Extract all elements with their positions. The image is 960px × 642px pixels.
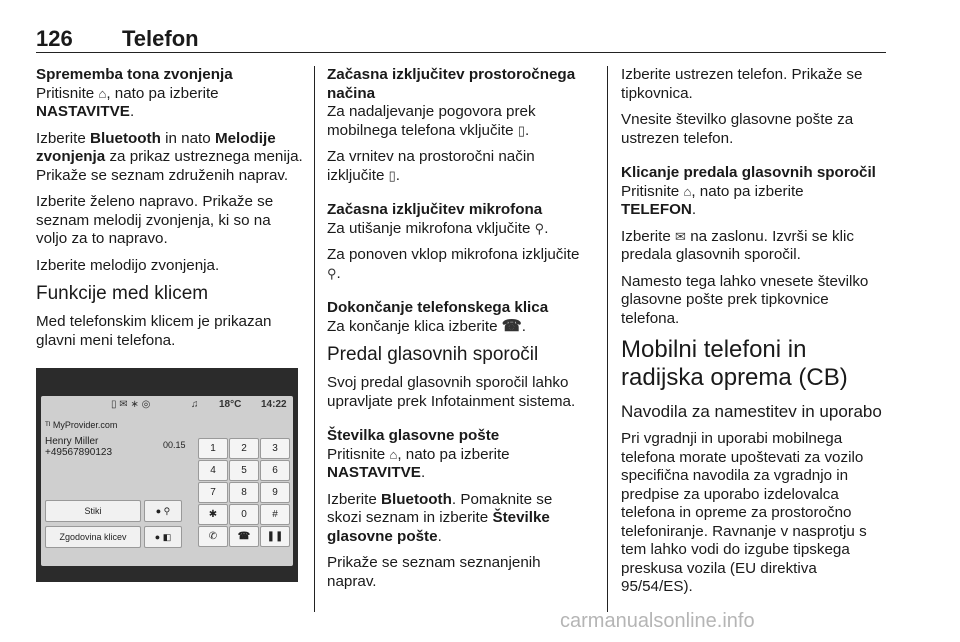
page-header [36, 26, 886, 53]
watermark: carmanualsonline.info [560, 610, 755, 632]
hangup-icon: ☎ [501, 317, 522, 335]
home-icon: ⌂ [683, 183, 692, 199]
status-icons: ▯ ✉ ∗ ◎ [111, 399, 151, 410]
hangup-key[interactable]: ☎ [229, 526, 259, 547]
key[interactable]: 6 [260, 460, 290, 481]
call-key[interactable]: ✆ [198, 526, 228, 547]
paragraph: Pri vgradnji in uporabi mobilnega telefona morate upoštevati za vozilo specifična navodila za vgradnjo in predpise za uporabo izdelovalca telefona in opreme za prostoročno telefoniranje. Ravnanje v nasprotju s tem lahko vodi do izgube tipskega preskusa vozila (EU direktiva 95/54/ES). [621, 430, 867, 595]
signal-icon: ᵀᴵ [45, 420, 53, 430]
phone-screen-figure [36, 368, 298, 582]
call-history-button[interactable]: Zgodovina klicev [45, 526, 141, 548]
text: , nato pa izberite [106, 84, 219, 102]
menu-term: TELEFON [621, 201, 692, 218]
mute-mic-button[interactable]: ● ⚲ [144, 500, 182, 522]
provider: MyProvider.com [52, 420, 118, 430]
call-duration: 00.15 [163, 440, 186, 450]
text: Pritisnite [327, 445, 386, 463]
caller-number: +49567890123 [45, 447, 113, 458]
page-number: 126 [36, 26, 73, 51]
voicemail-icon: ✉ [675, 228, 686, 244]
display [41, 396, 293, 566]
section-heading: Mobilni telefoni in radijska oprema (CB) [621, 336, 848, 391]
text: Za ponoven vklop mikrofona izključite [327, 246, 580, 263]
microphone-icon: ⚲ [327, 265, 337, 281]
key[interactable]: 0 [229, 504, 259, 525]
microphone-icon: ⚲ [534, 220, 545, 236]
paragraph: Svoj predal glasovnih sporočil lahko upravljate prek Infotainment sistema. [327, 374, 576, 410]
menu-term: NASTAVITVE [327, 464, 421, 481]
paragraph: Izberite melodijo zvonjenja. [36, 256, 220, 274]
menu-term: Melodije zvonjenja [36, 129, 276, 165]
key[interactable]: 8 [229, 482, 259, 503]
text: Za vrnitev na prostoročni način izključite [327, 148, 535, 184]
status-bar [41, 396, 293, 414]
text: Za utišanje mikrofona vključite [327, 219, 531, 237]
heading: Številka glasovne pošte [327, 427, 500, 444]
key[interactable]: 4 [198, 460, 228, 481]
column-divider [314, 66, 315, 612]
key[interactable]: 1 [198, 438, 228, 459]
menu-term: NASTAVITVE [36, 103, 130, 120]
paragraph: Med telefonskim klicem je prikazan glavni meni telefona. [36, 313, 272, 349]
text: Za nadaljevanje pogovora prek mobilnega telefona vključite [327, 103, 536, 139]
handset-icon: ▯ [388, 167, 396, 183]
key[interactable]: 3 [260, 438, 290, 459]
column-2: Začasna izključitev prostoročnega načina Za nadaljevanje pogovora prek mobilnega telefona vključite ▯. Za vrnitev na prostoročni način izključite ▯. Začasna izključitev mikrofona Za utišanje mikrofona vključite ⚲. Za ponoven vklop mikrofona izključite ⚲. Dokončanje telefonskega klica Za končanje klica izberite ☎. Predal glasovnih sporočil Svoj predal glasovnih sporočil lahko upravljate prek Infotainment sistema. Številka glasovne pošte Pritisnite ⌂, nato pa izberite NASTAVITVE. Izberite Bluetooth. Pomaknite se skozi seznam in izberite Številke glasovne pošte. Prikaže se seznam seznanjenih naprav. [327, 66, 589, 599]
text: na zaslonu. Izvrši se klic predala glasovnih sporočil. [621, 227, 854, 263]
paragraph: Namesto tega lahko vnesete številko glasovne pošte prek tipkovnice telefona. [621, 272, 869, 327]
text: , nato pa izberite [691, 182, 804, 200]
call-info [45, 416, 195, 458]
text: , nato pa izberite [397, 445, 510, 463]
paragraph: Izberite želeno napravo. Prikaže se seznam melodij zvonjenja, ki so na voljo za to napravo. [36, 193, 274, 247]
heading: Začasna izključitev mikrofona [327, 201, 543, 218]
handset-icon: ▯ [517, 122, 525, 138]
paragraph: Izberite ustrezen telefon. Prikaže se tipkovnica. [621, 66, 863, 102]
section-title: Telefon [122, 26, 199, 51]
caller-name: Henry Miller [45, 436, 99, 447]
key[interactable]: ✱ [198, 504, 228, 525]
column-3: Izberite ustrezen telefon. Prikaže se tipkovnica. Vnesite številko glasovne pošte za ustrezen telefon. Klicanje predala glasovnih sporočil Pritisnite ⌂, nato pa izberite TELEFON. Izberite ✉ na zaslonu. Izvrši se klic predala glasovnih sporočil. Namesto tega lahko vnesete številko glasovne pošte prek tipkovnice telefona. Mobilni telefoni in radijska oprema (CB) Navodila za namestitev in uporabo Pri vgradnji in uporabi mobilnega telefona morate upoštevati za vozilo specifična navodila za vgradnjo in predpise za uporabo izdelovalca telefona in opreme za prostoročno telefoniranje. Ravnanje v nasprotju s tem lahko vodi do izgube tipskega preskusa vozila (EU direktiva 95/54/ES). [621, 66, 889, 605]
heading: Začasna izključitev prostoročnega načina [327, 66, 576, 102]
subheading: Funkcije med klicem [36, 283, 209, 304]
text: Izberite [36, 129, 91, 147]
music-icon: ♫ [191, 399, 199, 410]
key[interactable]: # [260, 504, 290, 525]
handsfree-button[interactable]: ● ◧ [144, 526, 182, 548]
key[interactable]: 5 [229, 460, 259, 481]
heading: Dokončanje telefonskega klica [327, 299, 549, 316]
text: Izberite [621, 227, 671, 245]
menu-term: Številke glasovne pošte [327, 509, 550, 545]
menu-term: Bluetooth [90, 129, 161, 147]
heading: Sprememba tona zvonjenja [36, 66, 233, 83]
subheading: Predal glasovnih sporočil [327, 344, 539, 365]
text: Pritisnite [621, 182, 680, 200]
key[interactable]: 7 [198, 482, 228, 503]
text: Za končanje klica izberite [327, 317, 498, 335]
temperature: 18°C [219, 399, 242, 410]
paragraph: Vnesite številko glasovne pošte za ustrezen telefon. [621, 111, 854, 147]
column-1: Sprememba tona zvonjenja Pritisnite ⌂, nato pa izberite NASTAVITVE. Izberite Bluetooth in nato Melodije zvonjenja za prikaz ustreznega menija. Prikaže se seznam združenih naprav. Izberite želeno napravo. Prikaže se seznam melodij zvonjenja, ki so na voljo za to napravo. Izberite melodijo zvonjenja. Funkcije med klicem Med telefonskim klicem je prikazan glavni meni telefona. [36, 66, 303, 349]
key[interactable]: 2 [229, 438, 259, 459]
heading: Klicanje predala glasovnih sporočil [621, 164, 876, 181]
text: Pritisnite [36, 84, 95, 102]
clock: 14:22 [261, 399, 287, 410]
contacts-button[interactable]: Stiki [45, 500, 141, 522]
text: za prikaz ustreznega menija. Prikaže se seznam združenih naprav. [36, 148, 303, 184]
text: . Pomaknite se skozi seznam in izberite [327, 490, 553, 526]
pause-key[interactable]: ❚❚ [260, 526, 290, 547]
subheading: Navodila za namestitev in uporabo [621, 402, 882, 421]
column-divider [607, 66, 608, 612]
menu-term: Bluetooth [381, 490, 452, 508]
home-icon: ⌂ [389, 446, 398, 462]
paragraph: Prikaže se seznam seznanjenih naprav. [327, 554, 541, 590]
home-icon: ⌂ [98, 85, 107, 101]
text: Izberite [327, 490, 382, 508]
key[interactable]: 9 [260, 482, 290, 503]
text: in nato [160, 129, 215, 147]
